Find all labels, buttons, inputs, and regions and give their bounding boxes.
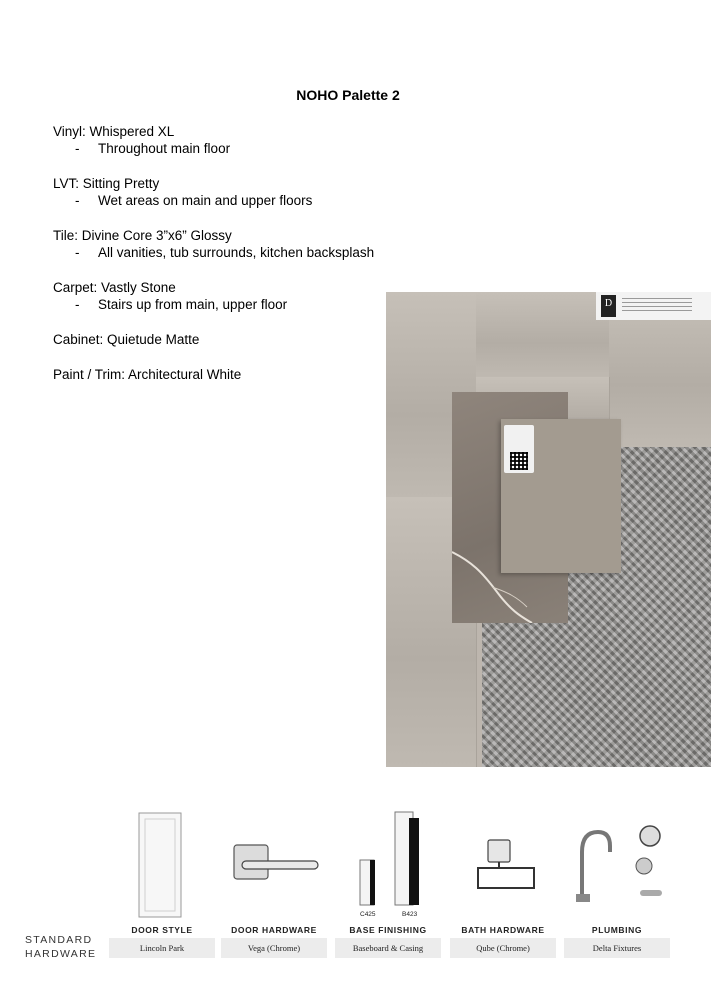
spec-item-tile xyxy=(53,227,374,261)
spec-detail xyxy=(53,244,374,261)
hardware-item-title: BASE FINISHING xyxy=(349,925,427,935)
spec-detail-text: Stairs up from main, upper floor xyxy=(98,297,288,312)
spec-detail-text: All vanities, tub surrounds, kitchen backsplash xyxy=(98,245,375,260)
spec-item-carpet xyxy=(53,279,374,313)
page-title: NOHO Palette 2 xyxy=(296,87,400,103)
hardware-item-title: DOOR HARDWARE xyxy=(231,925,317,935)
spec-detail xyxy=(53,192,374,209)
hardware-label-line: STANDARD xyxy=(25,934,93,946)
hardware-item-plumbing xyxy=(564,925,670,958)
spec-label: Tile: Divine Core 3”x6” Glossy xyxy=(53,228,232,243)
hardware-item-title: BATH HARDWARE xyxy=(461,925,545,935)
hardware-item-name: Delta Fixtures xyxy=(564,938,670,958)
base-code-label: B423 xyxy=(402,911,418,918)
spec-label: Paint / Trim: Architectural White xyxy=(53,367,242,382)
material-sample-photo xyxy=(386,292,711,767)
hardware-item-base-finishing xyxy=(335,925,441,958)
hardware-item-name: Baseboard & Casing xyxy=(335,938,441,958)
bullet-dash: - xyxy=(75,297,80,312)
door-icon xyxy=(138,812,182,918)
hardware-item-door-style xyxy=(109,925,215,958)
spec-label: Vinyl: Whispered XL xyxy=(53,124,175,139)
qr-code-icon xyxy=(510,452,528,470)
brand-label-text-lines xyxy=(622,298,692,314)
spec-item-paint xyxy=(53,366,374,383)
hardware-label-line: HARDWARE xyxy=(25,948,97,960)
hardware-section-label xyxy=(25,933,96,961)
door-handle-icon xyxy=(232,843,320,883)
bullet-dash: - xyxy=(75,245,80,260)
baseboard-casing-icon xyxy=(355,810,425,910)
hardware-item-name: Qube (Chrome) xyxy=(450,938,556,958)
hardware-item-name: Lincoln Park xyxy=(109,938,215,958)
spec-item-lvt xyxy=(53,175,374,209)
hardware-item-title: PLUMBING xyxy=(591,925,643,935)
spec-detail-text: Wet areas on main and upper floors xyxy=(98,193,313,208)
bullet-dash: - xyxy=(75,141,80,156)
spec-list xyxy=(53,123,374,401)
spec-detail xyxy=(53,140,374,157)
hardware-item-name: Vega (Chrome) xyxy=(221,938,327,958)
spec-detail-text: Throughout main floor xyxy=(98,141,231,156)
spec-item-cabinet xyxy=(53,331,374,348)
bullet-dash: - xyxy=(75,193,80,208)
faucet-shower-icon xyxy=(568,822,668,906)
spec-label: LVT: Sitting Pretty xyxy=(53,176,160,191)
brand-logo: D xyxy=(601,295,616,317)
towel-ring-icon xyxy=(470,838,540,894)
spec-item-vinyl xyxy=(53,123,374,157)
base-code-label: C425 xyxy=(360,911,376,918)
spec-detail xyxy=(53,296,374,313)
hardware-item-bath-hardware xyxy=(450,925,556,958)
spec-label: Cabinet: Quietude Matte xyxy=(53,332,200,347)
hardware-item-title: DOOR STYLE xyxy=(131,925,193,935)
hardware-item-door-hardware xyxy=(221,925,327,958)
vinyl-plank xyxy=(476,292,610,377)
spec-label: Carpet: Vastly Stone xyxy=(53,280,176,295)
